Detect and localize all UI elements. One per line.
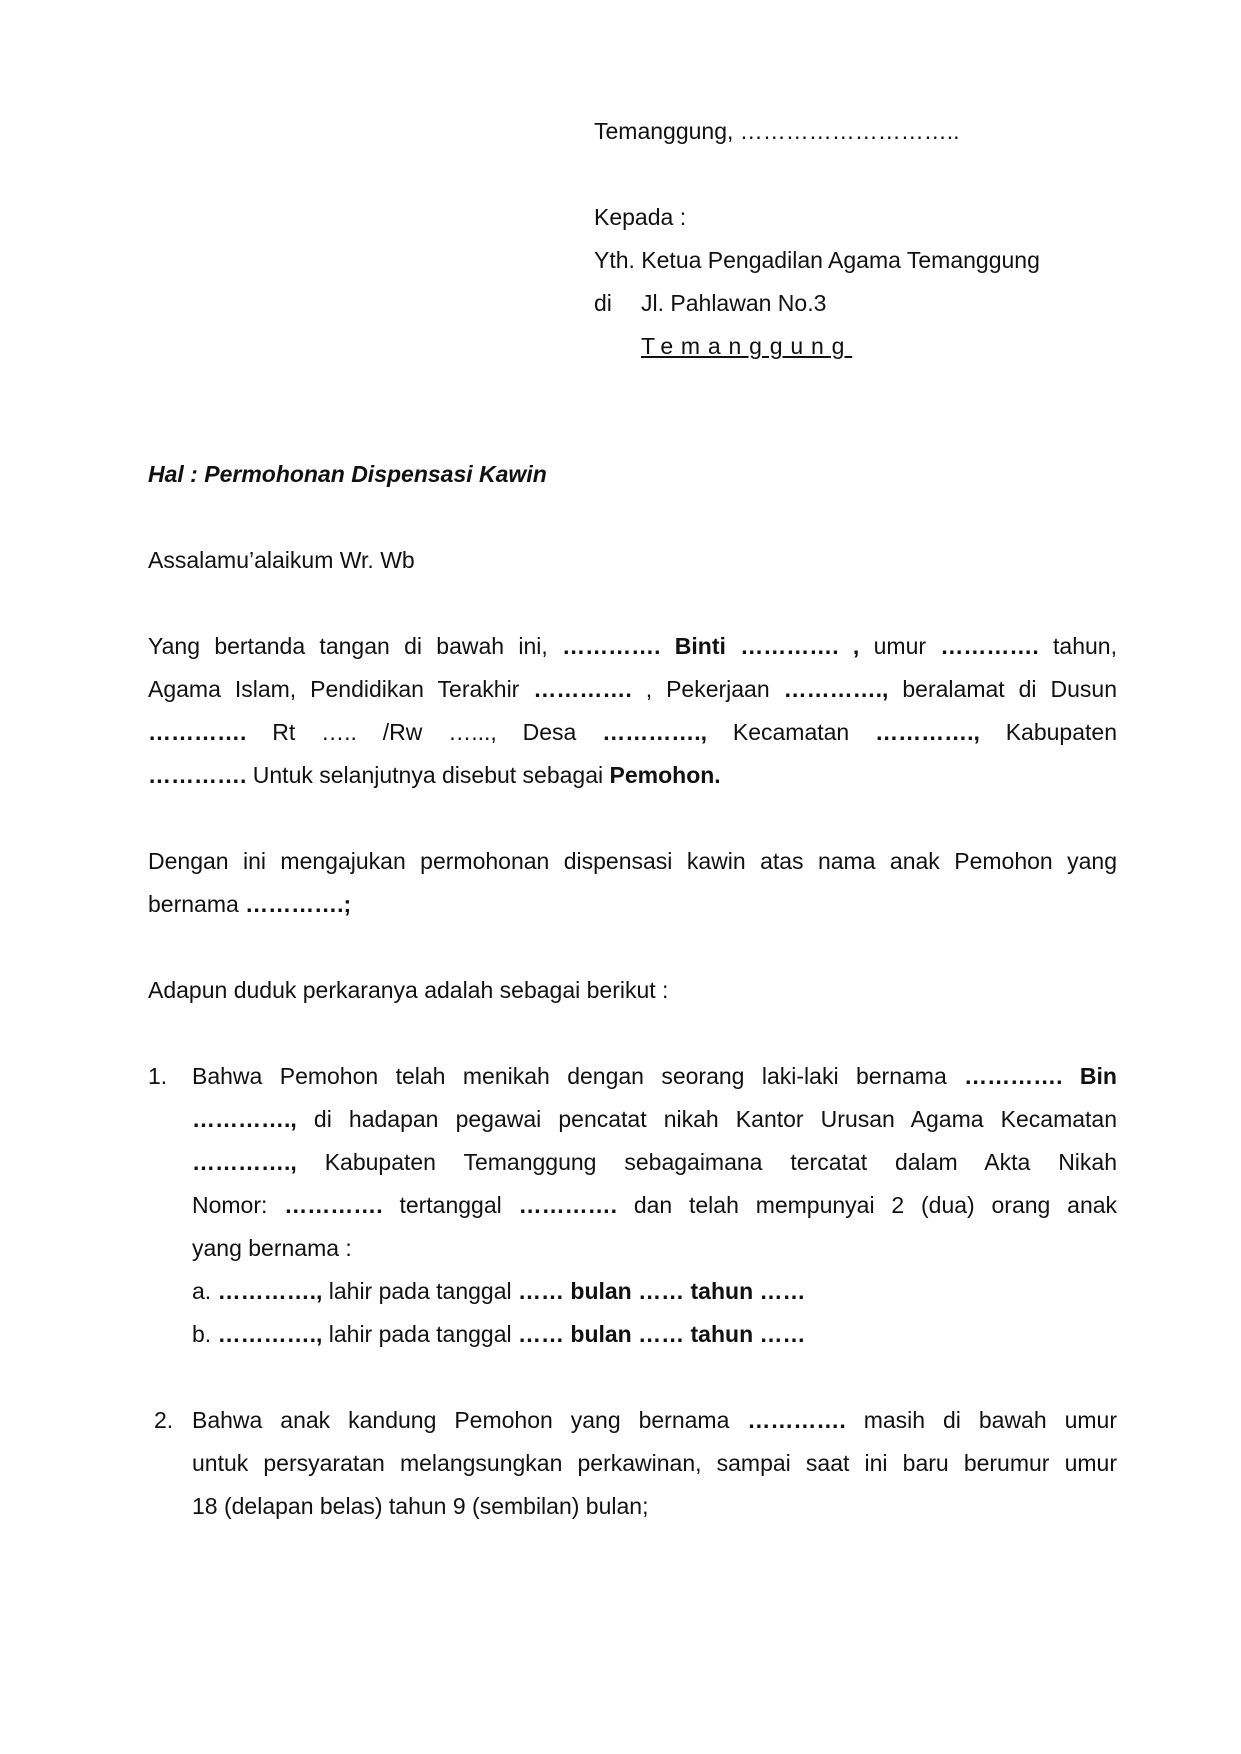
item-1-line-3: …………., Kabupaten Temanggung sebagaimana tercatat dalam Akta Nikah xyxy=(192,1149,1118,1175)
item-1-line-1: Bahwa Pemohon telah menikah dengan seorang laki-laki bernama …………. Bin xyxy=(192,1063,1117,1089)
item-2-number: 2. xyxy=(154,1407,174,1433)
recipient-city: Temanggung xyxy=(641,333,853,359)
item-1-text xyxy=(192,1055,1117,1270)
kepada-label: Kepada : xyxy=(594,204,687,230)
place-date: Temanggung, ……………………….. xyxy=(594,118,960,144)
child-b-name: …………., xyxy=(217,1321,323,1347)
item-2-line-3: 18 (delapan belas) tahun 9 (sembilan) bulan; xyxy=(192,1493,649,1519)
child-a-date: …… bulan …… tahun …… xyxy=(518,1278,806,1304)
item-2-line-2: untuk persyaratan melangsungkan perkawinan, sampai saat ini baru berumur umur xyxy=(192,1450,1117,1476)
item-1-line-4: Nomor: …………. tertanggal …………. dan telah mempunyai 2 (dua) orang anak xyxy=(192,1192,1118,1218)
recipient-address: Jl. Pahlawan No.3 xyxy=(641,290,827,316)
child-a xyxy=(192,1270,806,1313)
item-2-text xyxy=(192,1399,1117,1528)
intro-line: Adapun duduk perkaranya adalah sebagai berikut : xyxy=(148,977,669,1003)
di-label: di xyxy=(594,290,612,316)
identity-paragraph xyxy=(148,625,1117,797)
item-1-line-2: …………., di hadapan pegawai pencatat nikah Kantor Urusan Agama Kecamatan xyxy=(192,1106,1118,1132)
item-2-line-1: Bahwa anak kandung Pemohon yang bernama …………. masih di bawah umur xyxy=(192,1407,1117,1433)
greeting: Assalamu’alaikum Wr. Wb xyxy=(148,547,415,573)
recipient-title: Yth. Ketua Pengadilan Agama Temanggung xyxy=(594,247,1040,273)
child-b-marker: b. xyxy=(192,1321,212,1347)
request-paragraph xyxy=(148,840,1117,926)
child-a-born: lahir pada tanggal xyxy=(328,1278,512,1304)
child-a-marker: a. xyxy=(192,1278,212,1304)
identity-line-2: Agama Islam, Pendidikan Terakhir …………. , Pekerjaan …………., beralamat di Dusun xyxy=(148,676,1118,702)
child-b-born: lahir pada tanggal xyxy=(328,1321,512,1347)
child-a-name: …………., xyxy=(217,1278,323,1304)
item-1-number: 1. xyxy=(148,1063,168,1089)
child-b-date: …… bulan …… tahun …… xyxy=(518,1321,806,1347)
request-line-1: Dengan ini mengajukan permohonan dispensasi kawin atas nama anak Pemohon yang xyxy=(148,848,1117,874)
request-line-2: bernama ………….; xyxy=(148,891,352,917)
child-b xyxy=(192,1313,806,1356)
identity-line-1: Yang bertanda tangan di bawah ini, …………. Binti …………. , umur …………. tahun, xyxy=(148,633,1117,659)
identity-line-3: …………. Rt ….. /Rw …..., Desa …………., Kecamatan …………., Kabupaten xyxy=(148,719,1117,745)
item-1-line-5: yang bernama : xyxy=(192,1235,352,1261)
identity-line-4: …………. Untuk selanjutnya disebut sebagai Pemohon. xyxy=(148,762,721,788)
subject-line: Hal : Permohonan Dispensasi Kawin xyxy=(148,461,547,487)
